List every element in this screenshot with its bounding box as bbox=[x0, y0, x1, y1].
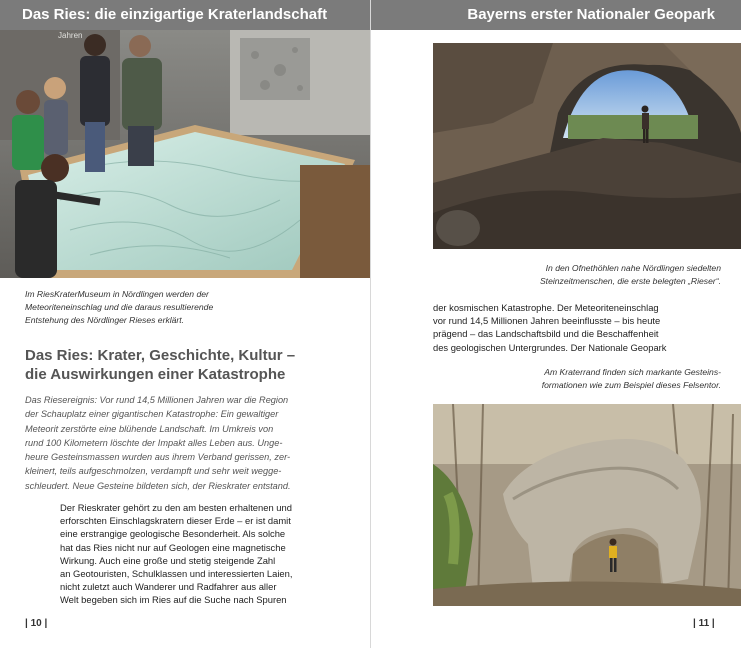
left-page-header: Das Ries: die einzigartige Kraterlandschaft bbox=[0, 0, 370, 30]
left-body-text: Der Rieskrater gehört zu den am besten erhaltenen und erforschten Einschlagskratern dieser Erde – er ist damit eine erstrangige geologische Besonderheit. Als solche hat das Ries nicht nur auf Geologen eine magnetische Wirkung. Auch eine große und stetig steigende Zahl an Geotouristen, Schulklassen und interessierten Laien, nicht zuletzt auch Wanderer und Radfahrer aus aller Welt begeben sich im Ries auf die Suche nach Spuren bbox=[60, 502, 293, 606]
section-subtitle: Das Ries: Krater, Geschichte, Kultur – die Auswirkungen einer Katastrophe bbox=[25, 347, 296, 383]
right-page bbox=[371, 0, 741, 648]
cave-photo-illustration bbox=[433, 43, 741, 249]
right-body-text: der kosmischen Katastrophe. Der Meteoriteneinschlag vor rund 14,5 Millionen Jahren beeinflusste – bis heute prägend – das Landschaftsbild und die Beschaffenheit des geologischen Untergrundes. Der Nationale Geopark bbox=[433, 302, 667, 353]
right-page-header: Bayerns erster Nationaler Geopark bbox=[371, 0, 741, 30]
rock-gate-photo bbox=[433, 404, 741, 606]
page-number-right: | 11 | bbox=[693, 618, 715, 629]
page-number-left: | 10 | bbox=[25, 618, 48, 629]
museum-photo-caption: Im RiesKraterMuseum in Nördlingen werden der Meteoriteneinschlag und die daraus resultierende Entstehung des Nördlinger Rieses erklärt. bbox=[25, 289, 214, 325]
left-page bbox=[0, 0, 370, 648]
intro-paragraph: Das Riesereignis: Vor rund 14,5 Millionen Jahren war die Region der Schauplatz einer gigantischen Katastrophe: Ein gewaltiger Meteorit zerstörte eine blühende Landschaft. Im Umkreis von rund 100 Kilometern löschte der Impakt alles Leben aus. Unge- heure Gesteinsmassen wurden aus ihrem Verband gerissen, zer- kleinert, teils aufgeschmolzen, verdampft und sehr weit wegge- schleudert. Neue Gesteine bildeten sich, der Rieskrater entstand. bbox=[25, 395, 291, 491]
museum-photo bbox=[0, 30, 370, 278]
photo-sign-text: Jahren bbox=[58, 31, 83, 40]
cave-photo bbox=[433, 43, 741, 249]
rock-gate-illustration bbox=[433, 404, 741, 606]
rock-photo-caption: Am Kraterrand finden sich markante Gesteins- formationen wie zum Beispiel dieses Felsentor. bbox=[541, 367, 721, 390]
museum-photo-illustration bbox=[0, 30, 370, 278]
cave-photo-caption: In den Ofnethöhlen nahe Nördlingen siedelten Steinzeitmenschen, die erste belegten „Rieser“. bbox=[539, 263, 721, 286]
